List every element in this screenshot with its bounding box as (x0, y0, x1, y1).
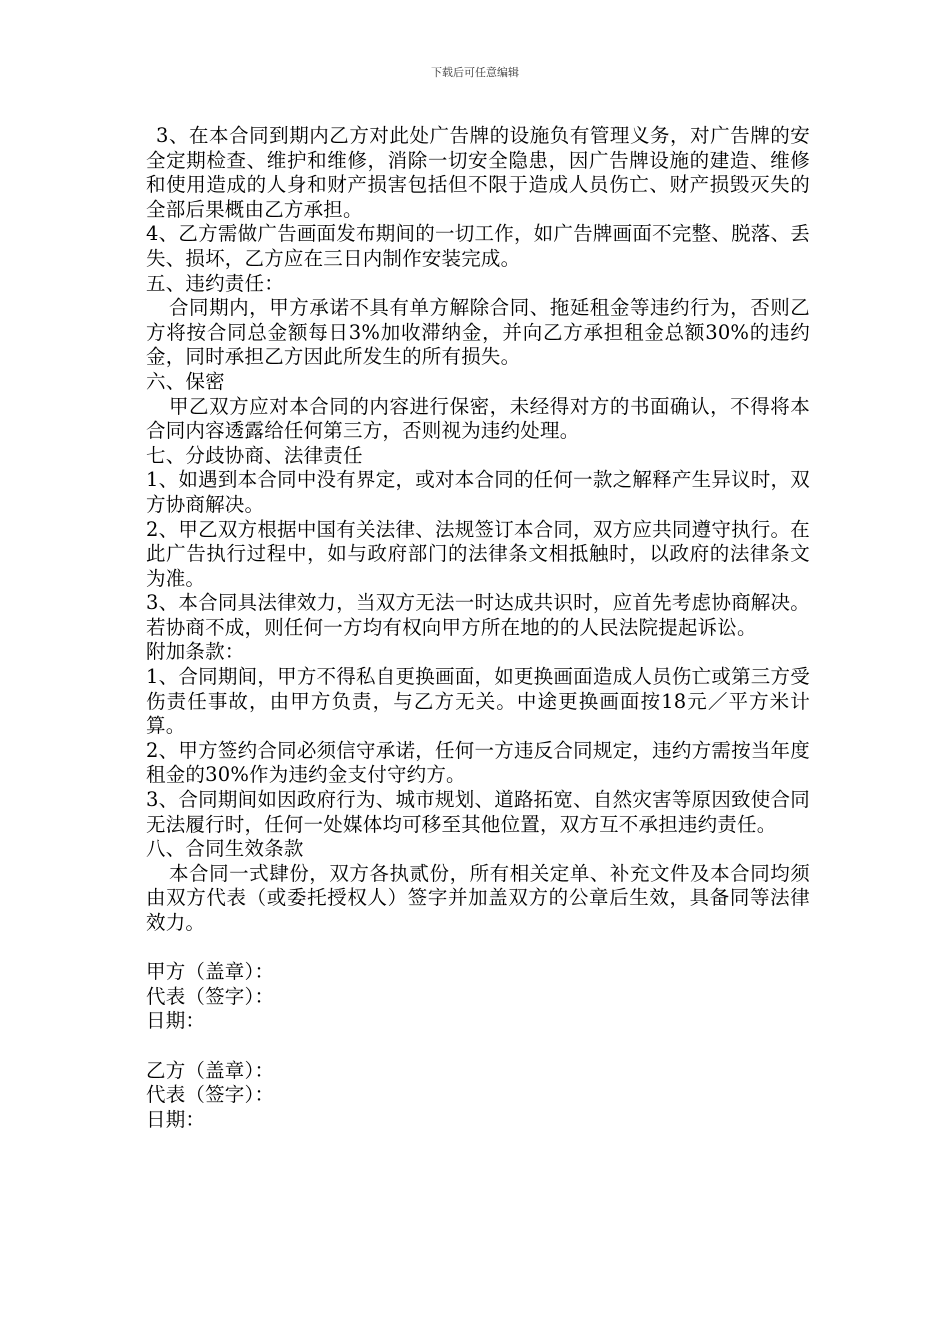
section-heading-confidentiality: 六、保密 (146, 369, 225, 393)
document-body (146, 124, 810, 1132)
breach-paragraph: 合同期内，甲方承诺不具有单方解除合同、拖延租金等违约行为，否则乙方将按合同总金额每日3%加收滞纳金，并向乙方承担租金总额30%的违约金，同时承担乙方因此所发生的所有损失。 (146, 296, 810, 369)
spacer (146, 1034, 810, 1059)
party-a-seal-line: 甲方（盖章）： (146, 960, 275, 984)
disputes-clause-1: 1、如遇到本合同中没有界定，或对本合同的任何一款之解释产生异议时，双方协商解决。 (146, 468, 810, 516)
section-heading-effectiveness: 八、合同生效条款 (146, 837, 304, 861)
additional-clause-3: 3、合同期间如因政府行为、城市规划、道路拓宽、自然灾害等原因致使合同无法履行时，任何一处媒体均可移至其他位置，双方互不承担违约责任。 (146, 788, 810, 836)
section-heading-breach: 五、违约责任： (146, 271, 284, 295)
party-a-date-line: 日期： (146, 1009, 206, 1033)
page-header: 下载后可任意编辑 (431, 66, 519, 79)
party-b-seal-line: 乙方（盖章）： (146, 1058, 275, 1082)
spacer (146, 936, 810, 961)
party-b-date-line: 日期： (146, 1107, 206, 1131)
clause-4-ad-work: 4、乙方需做广告画面发布期间的一切工作，如广告牌画面不完整、脱落、丢失、损坏，乙方应在三日内制作安装完成。 (146, 222, 810, 270)
party-b-representative-line: 代表（签字）： (146, 1083, 275, 1107)
additional-clause-2: 2、甲方签约合同必须信守承诺，任何一方违反合同规定，违约方需按当年度租金的30%作为违约金支付守约方。 (146, 738, 810, 787)
disputes-clause-2: 2、甲乙双方根据中国有关法律、法规签订本合同，双方应共同遵守执行。在此广告执行过程中，如与政府部门的法律条文相抵触时，以政府的法律条文为准。 (146, 517, 810, 590)
additional-clause-1: 1、合同期间，甲方不得私自更换画面，如更换画面造成人员伤亡或第三方受伤责任事故，由甲方负责，与乙方无关。中途更换画面按18元／平方米计算。 (146, 665, 810, 738)
effectiveness-paragraph: 本合同一式肆份，双方各执贰份，所有相关定单、补充文件及本合同均须由双方代表（或委托授权人）签字并加盖双方的公章后生效，具备同等法律效力。 (146, 861, 810, 934)
disputes-clause-3: 3、本合同具法律效力，当双方无法一时达成共识时，应首先考虑协商解决。若协商不成，则任何一方均有权向甲方所在地的的人民法院提起诉讼。 (146, 591, 810, 639)
party-a-representative-line: 代表（签字）： (146, 984, 275, 1008)
confidentiality-paragraph: 甲乙双方应对本合同的内容进行保密，未经得对方的书面确认，不得将本合同内容透露给任何第三方，否则视为违约处理。 (146, 394, 810, 443)
section-heading-additional-terms: 附加条款： (146, 640, 245, 664)
section-heading-disputes: 七、分歧协商、法律责任 (146, 443, 363, 467)
clause-3-management: 3、在本合同到期内乙方对此处广告牌的设施负有管理义务，对广告牌的安全定期检查、维护和维修，消除一切安全隐患，因广告牌设施的建造、维修和使用造成的人身和财产损害包括但不限于造成人员伤亡、财产损毁灭失的全部后果概由乙方承担。 (146, 124, 810, 221)
